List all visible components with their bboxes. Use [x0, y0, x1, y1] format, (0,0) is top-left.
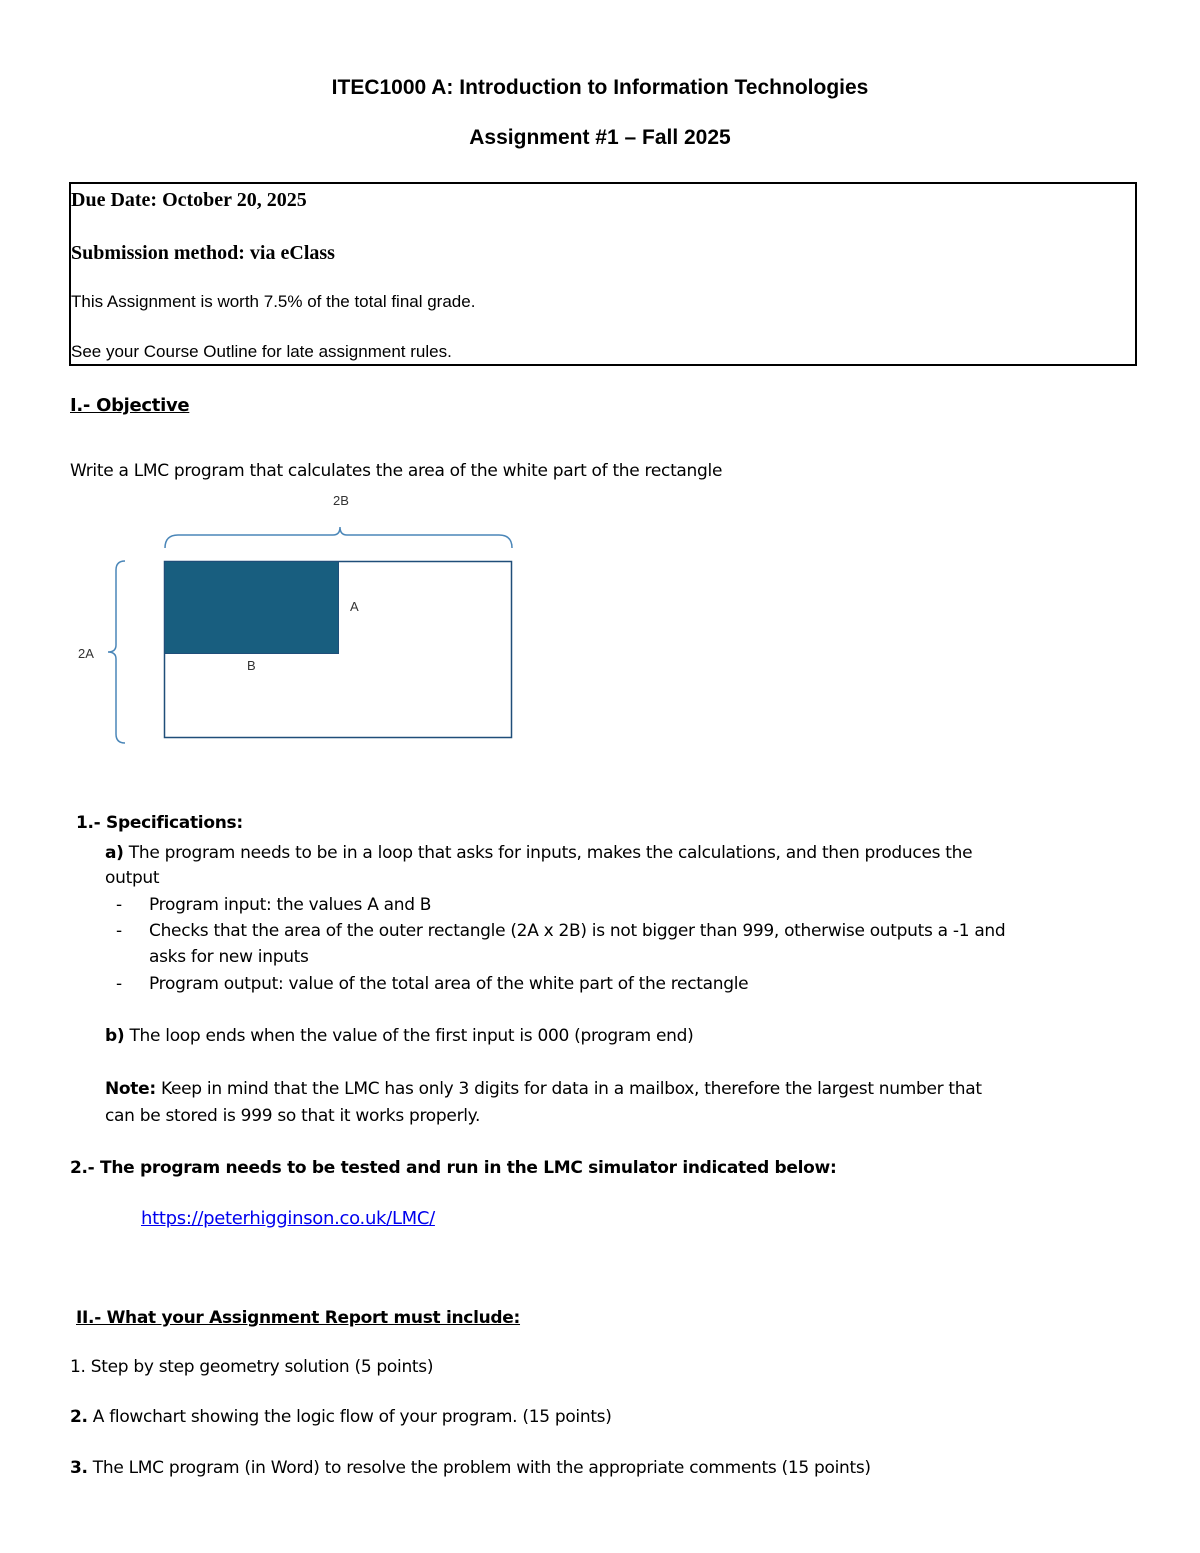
- objective-text: Write a LMC program that calculates the area of the white part of the rectangle: [70, 461, 723, 481]
- label-2a: 2A: [78, 646, 94, 661]
- late-rules: See your Course Outline for late assignment rules.: [71, 342, 452, 361]
- note-label: Note:: [105, 1079, 156, 1099]
- bullet-text: Program output: value of the total area of the white part of the rectangle: [149, 974, 749, 994]
- report-item-num: 3.: [70, 1458, 88, 1478]
- note-text: Keep in mind that the LMC has only 3 digits for data in a mailbox, therefore the largest number that: [155, 1079, 982, 1099]
- due-date: Due Date: October 20, 2025: [71, 189, 307, 211]
- bullet-mark: -: [116, 974, 122, 994]
- spec-a-label: a): [105, 843, 124, 863]
- report-item: [70, 1458, 871, 1478]
- label-b: B: [247, 658, 256, 673]
- course-title: ITEC1000 A: Introduction to Information Technologies: [331, 76, 869, 99]
- report-item-num: 1.: [70, 1357, 86, 1377]
- grade-worth: This Assignment is worth 7.5% of the total final grade.: [71, 292, 476, 311]
- brace-2a: [108, 561, 125, 743]
- rectangle-diagram: [0, 480, 560, 760]
- label-a: A: [350, 599, 359, 614]
- specs-heading: 1.- Specifications:: [76, 813, 243, 833]
- bullet-text: Program input: the values A and B: [149, 895, 432, 915]
- spec-a: [105, 843, 972, 863]
- note: [105, 1079, 982, 1099]
- assignment-title: Assignment #1 – Fall 2025: [469, 126, 731, 149]
- objective-heading: I.- Objective: [70, 395, 190, 416]
- spec-b-text: The loop ends when the value of the first input is 000 (program end): [124, 1026, 694, 1046]
- submission-method: Submission method: via eClass: [71, 242, 335, 264]
- bullet-mark: -: [116, 921, 122, 941]
- spec-a-text: The program needs to be in a loop that asks for inputs, makes the calculations, and then produces the: [123, 843, 973, 863]
- spec-b: [105, 1026, 693, 1046]
- note-cont: can be stored is 999 so that it works properly.: [105, 1106, 481, 1126]
- bullet-text: Checks that the area of the outer rectangle (2A x 2B) is not bigger than 999, otherwise outputs a -1 and: [149, 921, 1006, 941]
- report-item-text: Step by step geometry solution (5 points): [85, 1357, 434, 1377]
- report-item: [70, 1357, 433, 1377]
- report-item-text: A flowchart showing the logic flow of your program. (15 points): [87, 1407, 612, 1427]
- report-item-text: The LMC program (in Word) to resolve the problem with the appropriate comments (15 points): [87, 1458, 871, 1478]
- inner-rectangle: [165, 562, 339, 654]
- report-item: [70, 1407, 612, 1427]
- testing-text: 2.- The program needs to be tested and run in the LMC simulator indicated below:: [70, 1158, 837, 1178]
- brace-2b: [165, 527, 512, 548]
- report-heading: II.- What your Assignment Report must include:: [76, 1308, 521, 1328]
- spec-a-text-cont: output: [105, 868, 160, 888]
- info-box: [69, 182, 1137, 366]
- lmc-simulator-link[interactable]: https://peterhigginson.co.uk/LMC/: [141, 1208, 435, 1229]
- label-2b: 2B: [333, 493, 349, 508]
- spec-b-label: b): [105, 1026, 125, 1046]
- bullet-check-cont: asks for new inputs: [149, 947, 309, 967]
- bullet-mark: -: [116, 895, 122, 915]
- report-item-num: 2.: [70, 1407, 88, 1427]
